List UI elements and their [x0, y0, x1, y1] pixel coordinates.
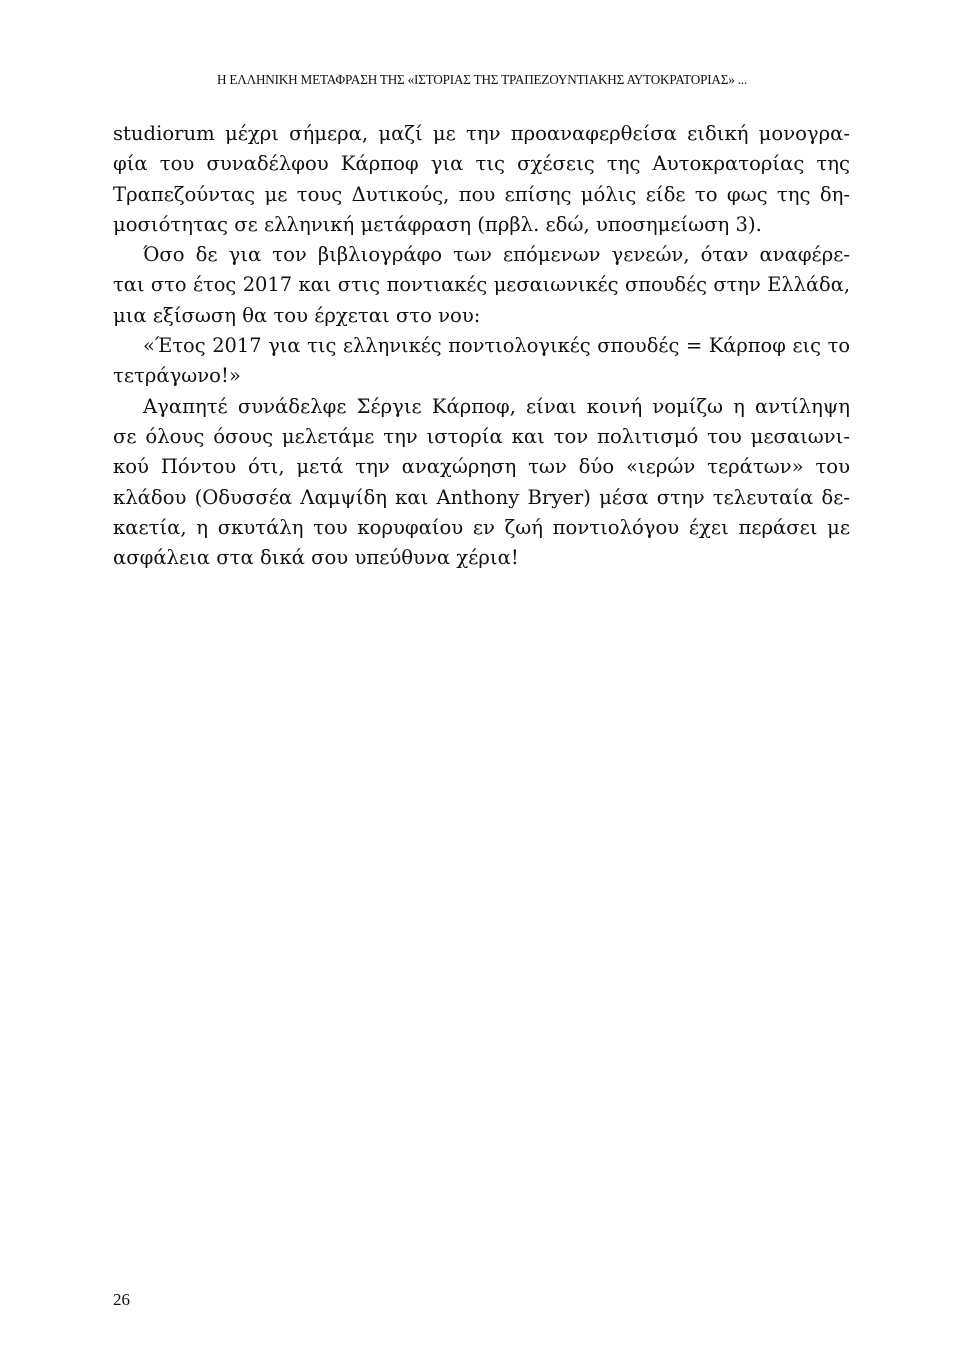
text-line: studiorum μέχρι σήμερα, μαζί με την προαναφερθείσα ειδική μονογρα- [113, 122, 850, 145]
body-text [113, 119, 850, 573]
text-line: ται στο έτος 2017 και στις ποντιακές μεσαιωνικές σπουδές στην Ελλάδα, [113, 273, 850, 297]
page-number: 26 [113, 1290, 130, 1309]
text-line: «Έτος 2017 για τις ελληνικές ποντιολογικές σπουδές = Κάρποφ εις το [143, 334, 850, 358]
text-line: κλάδου (Οδυσσέα Λαμψίδη και Anthony Bryer) μέσα στην τελευταία δε- [113, 485, 850, 509]
text-line: Αγαπητέ συνάδελφε Σέργιε Κάρποφ, είναι κοινή νομίζω η αντίληψη [143, 394, 850, 418]
text-line: Όσο δε για τον βιβλιογράφο των επόμενων γενεών, όταν αναφέρε- [143, 243, 850, 267]
text-line: καετία, η σκυτάλη του κορυφαίου εν ζωή ποντιολόγου έχει περάσει με [113, 515, 850, 539]
running-header: Η ΕΛΛΗΝΙΚΗ ΜΕΤΑΦΡΑΣΗ ΤΗΣ «ΙΣΤΟΡΙΑΣ ΤΗΣ ΤΡΑΠΕΖΟΥΝΤΙΑΚΗΣ ΑΥΤΟΚΡΑΤΟΡΙΑΣ» ... [216, 72, 748, 87]
text-line: φία του συναδέλφου Κάρποφ για τις σχέσεις της Αυτοκρατορίας της [113, 152, 850, 176]
text-line: ασφάλεια στα δικά σου υπεύθυνα χέρια! [113, 546, 519, 570]
text-line: μοσιότητας σε ελληνική μετάφραση (πρβλ. εδώ, υποσημείωση 3). [113, 212, 762, 236]
text-line: τετράγωνο!» [113, 364, 241, 388]
text-line: Τραπεζούντας με τους Δυτικούς, που επίσης μόλις είδε το φως της δη- [113, 182, 850, 206]
text-line: κού Πόντου ότι, μετά την αναχώρηση των δύο «ιερών τεράτων» του [113, 455, 850, 479]
text-line: μια εξίσωση θα του έρχεται στο νου: [113, 303, 481, 327]
text-line: σε όλους όσους μελετάμε την ιστορία και τον πολιτισμό του μεσαιωνι- [113, 424, 850, 448]
